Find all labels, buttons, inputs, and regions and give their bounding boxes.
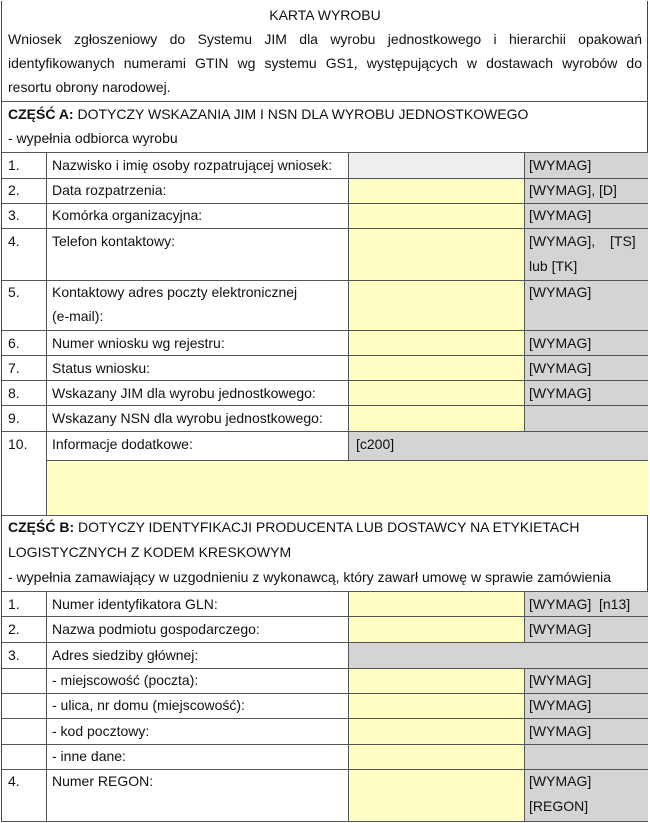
row-tag: [WYMAG] [529,672,592,688]
part-b-heading: CZĘŚĆ B: DOTYCZY IDENTYFIKACJI PRODUCENTA LUB DOSTAWCY NA ETYKIETACH [8,519,580,535]
row-tag: [WYMAG], [D] [529,182,617,198]
regon-field[interactable] [349,769,524,821]
row-label: Adres siedziby głównej: [52,647,199,663]
row-number: 9. [8,410,20,426]
row-label: Informacje dodatkowe: [52,436,193,452]
row-label: Numer identyfikatora GLN: [52,596,218,612]
row-label: - kod pocztowy: [52,723,150,739]
row-label: Komórka organizacyjna: [52,207,203,223]
other-data-field[interactable] [349,744,524,769]
row-label: Telefon kontaktowy: [52,233,175,249]
row-label: Nazwa podmiotu gospodarczego: [52,621,260,637]
row-tag: [WYMAG], [529,233,596,249]
row-number: 3. [8,647,20,663]
row-tag: [WYMAG] [529,697,592,713]
intro-line-3: resortu obrony narodowej. [8,79,171,95]
row-label: Kontaktowy adres poczty elektronicznej [52,284,298,300]
city-field[interactable] [349,668,524,693]
row-label: Status wniosku: [52,360,151,376]
row-number: 4. [8,773,20,789]
row-tag: [REGON] [529,798,589,814]
row-label: Numer wniosku wg rejestru: [52,335,225,351]
row-tag: [WYMAG] [529,360,592,376]
row-label: - miejscowość (poczta): [52,672,199,688]
row-label: Data rozpatrzenia: [52,182,167,198]
row-number: 2. [8,621,20,637]
street-field[interactable] [349,693,524,718]
intro-line-1: Wniosek zgłoszeniowy do Systemu JIM dla wyrobu jednostkowego i hierarchii opakowań [8,31,642,47]
row-number: 3. [8,207,20,223]
part-a-heading: CZĘŚĆ A: DOTYCZY WSKAZANIA JIM I NSN DLA WYROBU JEDNOSTKOWEGO [8,106,529,122]
row-label: Wskazany NSN dla wyrobu jednostkowego: [52,410,323,426]
row-number: 1. [8,596,20,612]
row-tag: [WYMAG] [529,207,592,223]
tag-cell [349,642,648,668]
row-tag: [WYMAG] [529,621,592,637]
tag-cell [524,744,648,769]
company-name-field[interactable] [349,616,524,642]
gln-field[interactable] [349,591,524,616]
row-number: 5. [8,284,20,300]
row-label: Nazwisko i imię osoby rozpatrującej wniosek: [52,157,333,173]
postal-code-field[interactable] [349,718,524,744]
row-number: 4. [8,233,20,249]
part-b-note: - wypełnia zamawiający w uzgodnieniu z wykonawcą, który zawarł umowę w sprawie zamówienia [8,569,612,585]
row-number: 2. [8,182,20,198]
row-label: (e-mail): [52,308,104,324]
row-tag: lub [TK] [529,258,578,274]
row-label: Numer REGON: [52,773,154,789]
row-tag: [c200] [356,436,395,452]
row-label: - ulica, nr domu (miejscowość): [52,697,245,713]
row-tag: [WYMAG] [529,284,592,300]
row-number: 7. [8,360,20,376]
row-tag: [WYMAG] [529,335,592,351]
row-label: - inne dane: [52,748,126,764]
row-number: 6. [8,335,20,351]
part-a-note: - wypełnia odbiorca wyrobu [8,130,178,146]
row-tag: [WYMAG] [n13] [529,596,631,612]
row-number: 1. [8,157,20,173]
row-tag: [WYMAG] [529,773,592,789]
row-number: 10. [8,436,28,452]
row-tag: [TS] [610,233,636,249]
row-tag: [WYMAG] [529,723,592,739]
row-number: 8. [8,385,20,401]
form-title: KARTA WYROBU [269,7,381,23]
row-tag: [WYMAG] [529,157,592,173]
intro-line-2: identyfikowanych numerami GTIN wg systemu GS1, występujących w dostawach wyrobów do [8,55,642,71]
row-label: Wskazany JIM dla wyrobu jednostkowego: [52,385,316,401]
part-b-heading-line2: LOGISTYCZNYCH Z KODEM KRESKOWYM [8,544,292,560]
row-tag: [WYMAG] [529,385,592,401]
